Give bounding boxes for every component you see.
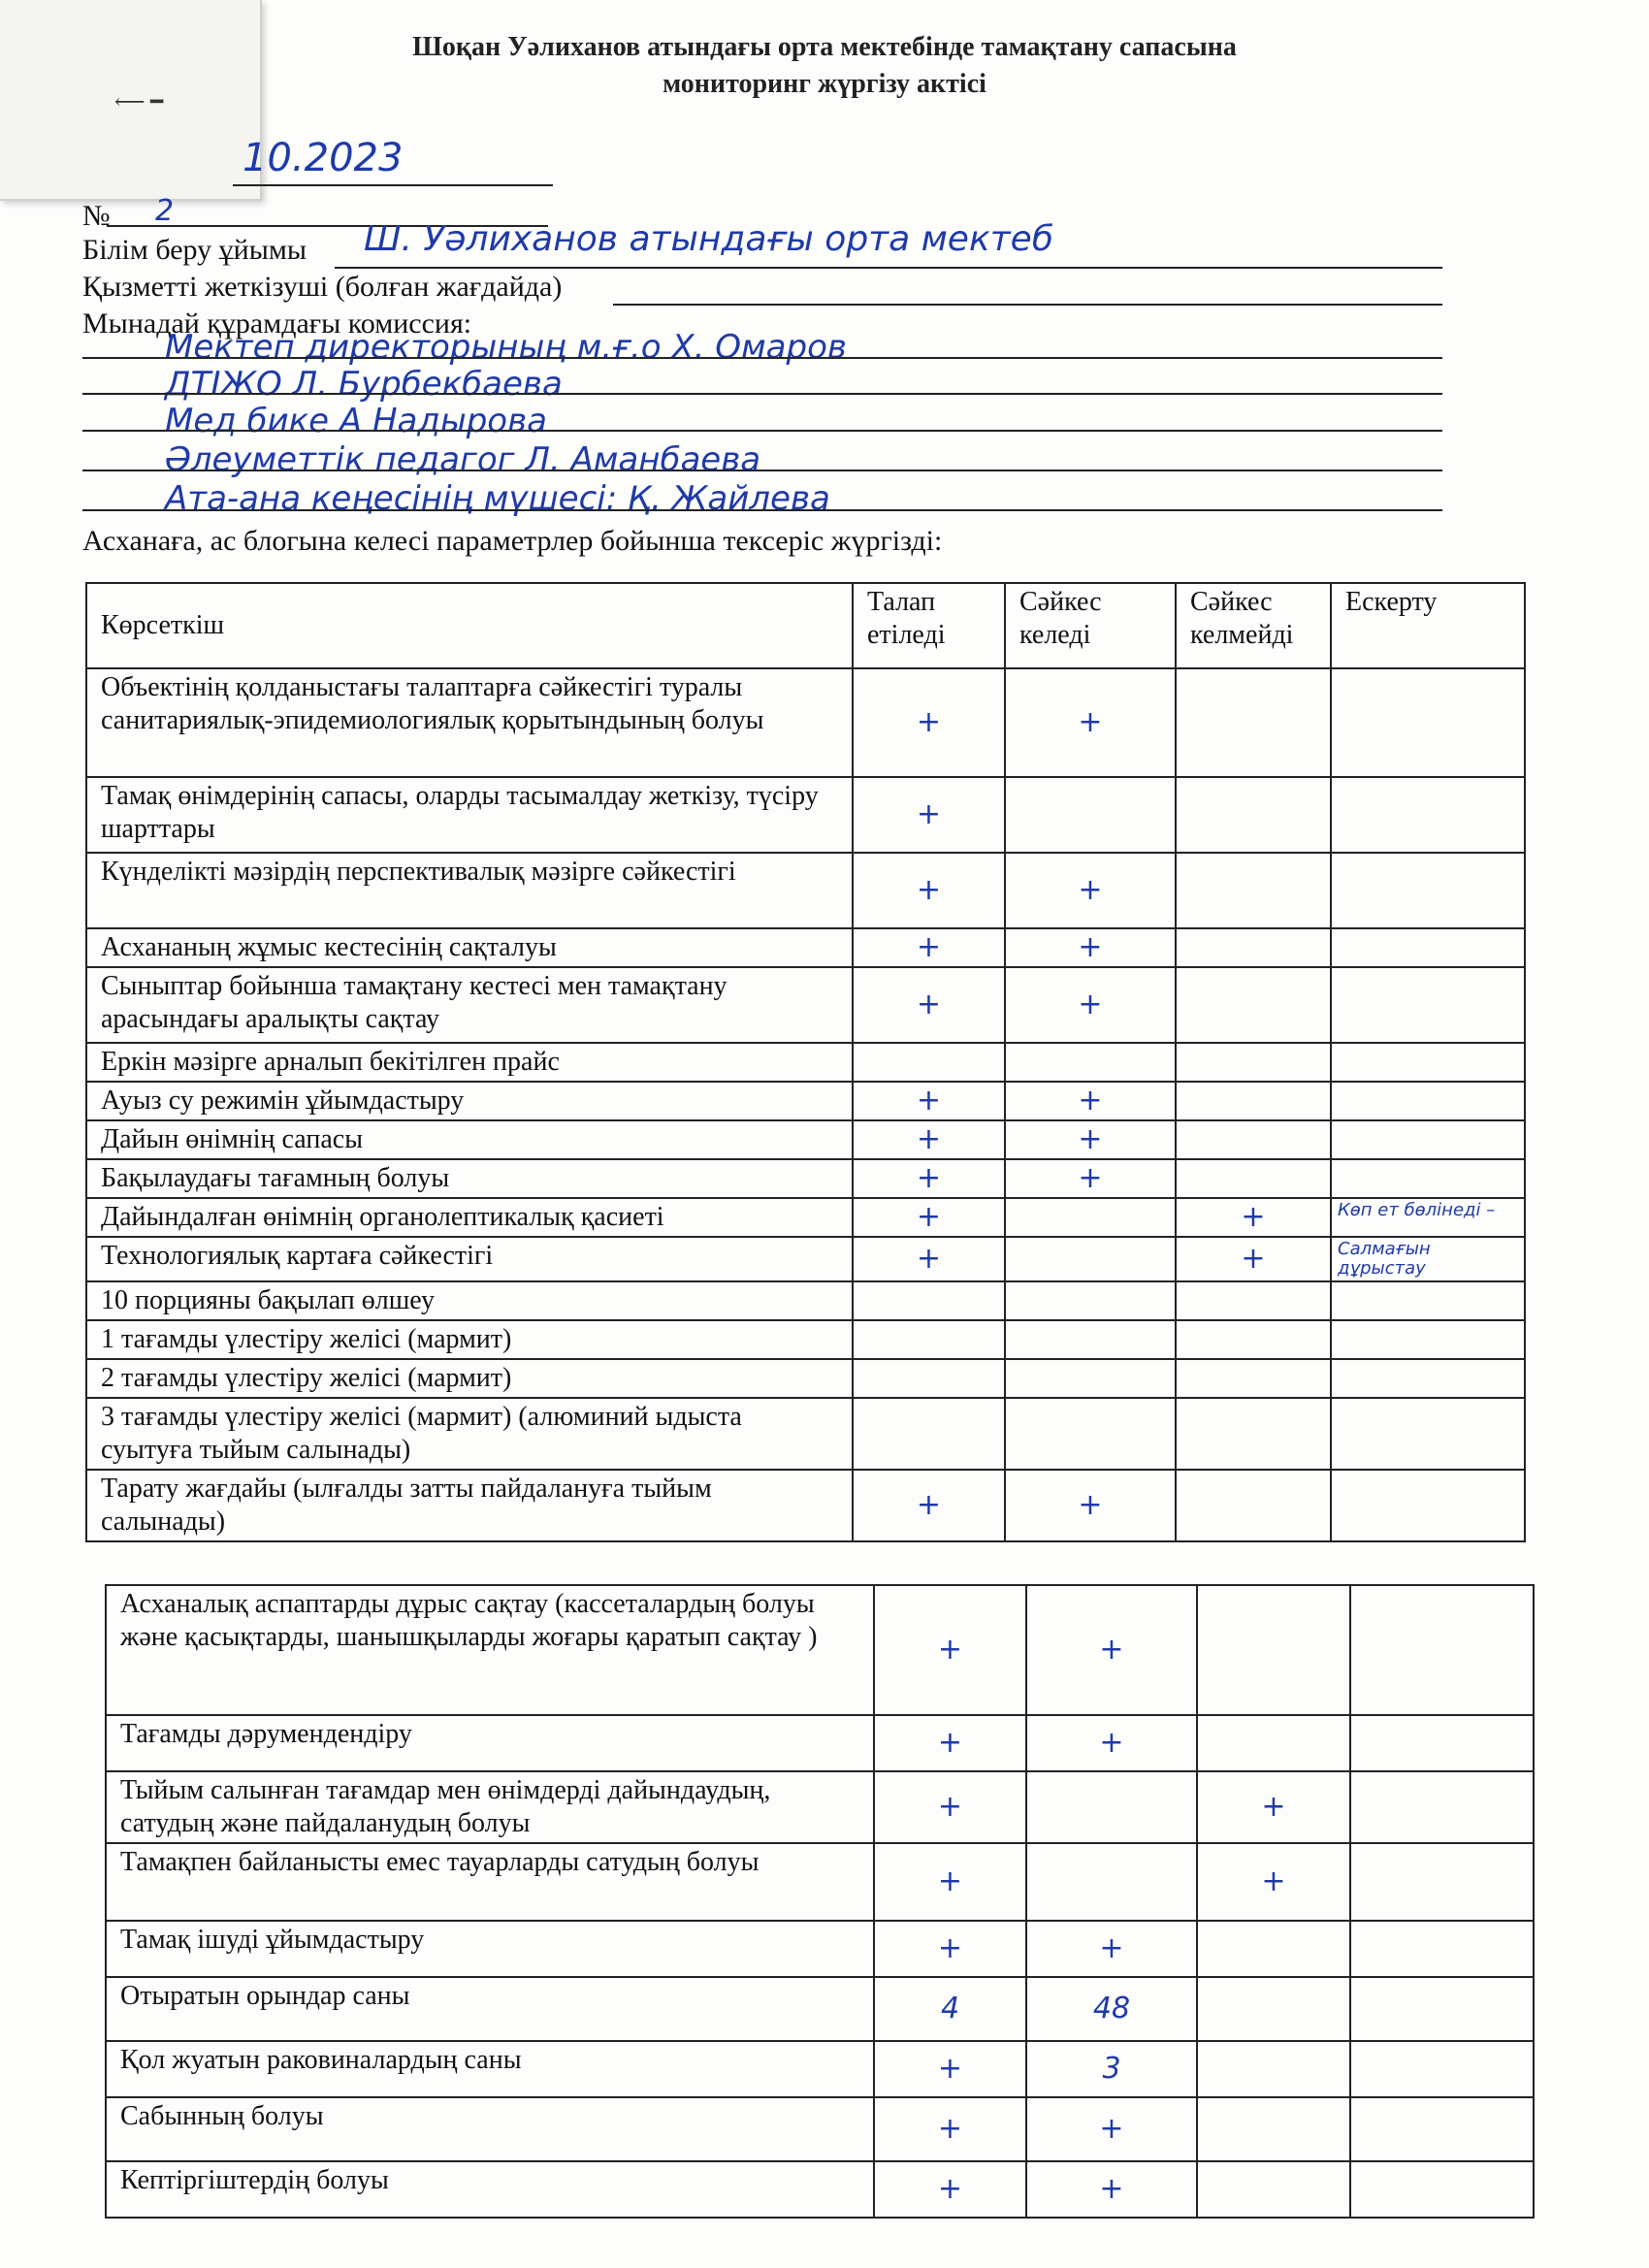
table-row — [106, 1585, 1534, 1715]
cell-complies — [1026, 1843, 1197, 1921]
cell-required: + — [874, 1843, 1026, 1921]
cell-note — [1331, 1281, 1525, 1320]
inspection-table-2 — [105, 1584, 1535, 2219]
cell-complies — [1005, 1320, 1176, 1359]
table-row — [86, 853, 1525, 928]
table-row — [106, 2097, 1534, 2161]
supplier-label: Қызметті жеткізуші (болған жағдайда) — [82, 271, 563, 303]
cell-indicator: Сыныптар бойынша тамақтану кестесі мен тамақтану арасындағы аралықты сақтау — [86, 967, 853, 1043]
cell-complies: + — [1005, 668, 1176, 777]
cell-required: + — [853, 967, 1005, 1043]
cell-complies: + — [1026, 1715, 1197, 1771]
org-label: Білім беру ұйымы — [82, 234, 307, 266]
cell-indicator: Тамақпен байланысты емес тауарларды сатудың болуы — [106, 1843, 874, 1921]
title-line-1: Шоқан Уәлиханов атындағы орта мектебінде тамақтану сапасына — [412, 32, 1237, 62]
table-row — [106, 1921, 1534, 1977]
cell-required: + — [853, 853, 1005, 928]
commission-member: ДТІЖО Л. Бурбекбаева — [165, 365, 563, 404]
cell-indicator: Тамақ ішуді ұйымдастыру — [106, 1921, 874, 1977]
cell-complies — [1005, 1237, 1176, 1281]
cell-indicator: Кептіргіштердің болуы — [106, 2161, 874, 2218]
cell-not-complies — [1176, 853, 1331, 928]
cell-indicator: Отыратын орындар саны — [106, 1977, 874, 2041]
table-row — [106, 2161, 1534, 2218]
commission-member: Мектеп директорының м.ғ.о Х. Омаров — [165, 328, 847, 367]
table-row — [86, 777, 1525, 853]
cell-indicator: Ауыз су режимін ұйымдастыру — [86, 1082, 853, 1120]
cell-note — [1331, 1359, 1525, 1398]
cell-not-complies — [1176, 928, 1331, 967]
table-row — [86, 1198, 1525, 1237]
cell-required: + — [853, 1082, 1005, 1120]
cell-indicator: Тамақ өнімдерінің сапасы, оларды тасымалдау жеткізу, түсіру шарттары — [86, 777, 853, 853]
cell-required: + — [853, 1198, 1005, 1237]
table-row — [86, 668, 1525, 777]
commission-member: Мед бике А Надырова — [165, 402, 547, 440]
commission-line — [82, 470, 1442, 471]
cell-not-complies — [1197, 2041, 1350, 2097]
cell-not-complies — [1176, 1120, 1331, 1159]
title-line-2: мониторинг жүргізу актісі — [663, 69, 986, 99]
cell-note: Көп ет бөлінеді – — [1331, 1198, 1525, 1237]
cell-not-complies — [1176, 1082, 1331, 1120]
cell-complies: + — [1005, 928, 1176, 967]
cell-note — [1331, 777, 1525, 853]
cell-complies — [1026, 1771, 1197, 1843]
commission-line — [82, 509, 1442, 511]
cell-required — [853, 1281, 1005, 1320]
cell-note — [1331, 1320, 1525, 1359]
cell-required: + — [853, 777, 1005, 853]
table-row — [86, 1281, 1525, 1320]
cell-required: + — [874, 1715, 1026, 1771]
cell-required — [853, 1359, 1005, 1398]
cell-required: + — [874, 2041, 1026, 2097]
org-value: Ш. Уәлиханов атындағы орта мектеб — [364, 219, 1054, 259]
cell-indicator: Еркін мәзірге арналып бекітілген прайс — [86, 1043, 853, 1082]
cell-not-complies — [1197, 1585, 1350, 1715]
cell-not-complies — [1197, 1977, 1350, 2041]
table-row — [86, 1120, 1525, 1159]
cell-required: + — [874, 2161, 1026, 2218]
cell-not-complies — [1176, 668, 1331, 777]
cell-required: 4 — [874, 1977, 1026, 2041]
cell-indicator: Сабынның болуы — [106, 2097, 874, 2161]
cell-complies — [1005, 1398, 1176, 1470]
cell-indicator: 1 тағамды үлестіру желісі (мармит) — [86, 1320, 853, 1359]
org-underline — [335, 267, 1442, 269]
table-row — [86, 928, 1525, 967]
cell-note — [1331, 967, 1525, 1043]
cell-complies — [1005, 1281, 1176, 1320]
cell-not-complies — [1176, 1470, 1331, 1541]
cell-required: + — [853, 1120, 1005, 1159]
table-row — [86, 967, 1525, 1043]
header-indicator: Көрсеткіш — [86, 583, 853, 668]
cell-note — [1350, 2097, 1534, 2161]
cell-note: Салмағын дұрыстау — [1331, 1237, 1525, 1281]
table-header-row — [86, 583, 1525, 668]
table-row — [86, 1470, 1525, 1541]
cell-note — [1331, 853, 1525, 928]
cell-note — [1350, 1977, 1534, 2041]
cell-not-complies — [1176, 1398, 1331, 1470]
cell-indicator: Қол жуатын раковиналардың саны — [106, 2041, 874, 2097]
table-row — [106, 1715, 1534, 1771]
date-value: 10.2023 — [242, 136, 404, 180]
cell-not-complies — [1176, 1359, 1331, 1398]
cell-not-complies: + — [1197, 1843, 1350, 1921]
cell-not-complies — [1176, 1043, 1331, 1082]
cell-note — [1331, 1120, 1525, 1159]
cell-not-complies — [1176, 1281, 1331, 1320]
commission-label: Мынадай құрамдағы комиссия: — [82, 308, 472, 340]
cell-complies: 3 — [1026, 2041, 1197, 2097]
cell-not-complies: + — [1197, 1771, 1350, 1843]
table-row — [106, 1771, 1534, 1843]
cell-indicator: Объектінің қолданыстағы талаптарға сәйкестігі туралы санитариялық-эпидемиологиялық қорытындының болуы — [86, 668, 853, 777]
table-row — [86, 1320, 1525, 1359]
cell-note — [1350, 1921, 1534, 1977]
cell-required — [853, 1043, 1005, 1082]
cell-indicator: Дайын өнімнің сапасы — [86, 1120, 853, 1159]
cell-indicator: Тыйым салынған тағамдар мен өнімдерді дайындаудың, сатудың және пайдаланудың болуы — [106, 1771, 874, 1843]
cell-note — [1331, 668, 1525, 777]
cell-indicator: 3 тағамды үлестіру желісі (мармит) (алюминий ыдыста суытуға тыйым салынады) — [86, 1398, 853, 1470]
cell-required: + — [853, 1470, 1005, 1541]
header-complies: Сәйкес келеді — [1005, 583, 1176, 668]
supplier-underline — [613, 304, 1442, 306]
cell-indicator: Тағамды дәрумендендіру — [106, 1715, 874, 1771]
cell-complies: + — [1005, 853, 1176, 928]
cell-complies — [1005, 1198, 1176, 1237]
table-row — [86, 1043, 1525, 1082]
cell-not-complies — [1197, 2097, 1350, 2161]
cell-complies: + — [1005, 1120, 1176, 1159]
cell-complies: + — [1026, 2097, 1197, 2161]
date-underline — [233, 184, 553, 186]
cell-not-complies — [1197, 2161, 1350, 2218]
cell-note — [1350, 1771, 1534, 1843]
cell-complies: + — [1005, 967, 1176, 1043]
cell-complies: + — [1026, 1585, 1197, 1715]
commission-line — [82, 430, 1442, 432]
cell-required: + — [874, 1585, 1026, 1715]
cell-not-complies — [1176, 1159, 1331, 1198]
cell-required: + — [874, 1771, 1026, 1843]
cell-not-complies — [1176, 1320, 1331, 1359]
cell-note — [1331, 1082, 1525, 1120]
cell-note — [1350, 2161, 1534, 2218]
cell-indicator: 2 тағамды үлестіру желісі (мармит) — [86, 1359, 853, 1398]
cell-indicator: 10 порцияны бақылап өлшеу — [86, 1281, 853, 1320]
cell-indicator: Дайындалған өнімнің органолептикалық қасиеті — [86, 1198, 853, 1237]
inspection-intro: Асханаға, ас блогына келесі параметрлер бойынша тексеріс жүргізді: — [82, 525, 943, 557]
cell-complies: + — [1005, 1082, 1176, 1120]
commission-line — [82, 357, 1442, 359]
cell-required — [853, 1398, 1005, 1470]
cell-complies: + — [1005, 1159, 1176, 1198]
cell-note — [1331, 1043, 1525, 1082]
cell-complies — [1005, 777, 1176, 853]
header-note: Ескерту — [1331, 583, 1525, 668]
table-row — [106, 1843, 1534, 1921]
cell-indicator: Күнделікті мәзірдің перспективалық мәзірге сәйкестігі — [86, 853, 853, 928]
cell-not-complies: + — [1176, 1198, 1331, 1237]
header-not-complies: Сәйкес келмейді — [1176, 583, 1331, 668]
cell-indicator: Бақылаудағы тағамның болуы — [86, 1159, 853, 1198]
cell-required: + — [874, 1921, 1026, 1977]
cell-note — [1350, 1715, 1534, 1771]
dash-mark-icon: ⟵ ━ — [114, 89, 164, 113]
cell-complies — [1005, 1043, 1176, 1082]
table-row — [106, 1977, 1534, 2041]
header-required: Талап етіледі — [853, 583, 1005, 668]
cell-required: + — [853, 668, 1005, 777]
cell-complies: + — [1026, 1921, 1197, 1977]
cell-required: + — [853, 928, 1005, 967]
commission-member: Әлеуметтік педагог Л. Аманбаева — [165, 440, 761, 479]
cell-complies: 48 — [1026, 1977, 1197, 2041]
cell-note — [1350, 1585, 1534, 1715]
cell-indicator: Асханалық аспаптарды дұрыс сақтау (кассеталардың болуы және қасықтарды, шанышқыларды жоғары қаратып сақтау ) — [106, 1585, 874, 1715]
cell-note — [1331, 1398, 1525, 1470]
table-row — [86, 1237, 1525, 1281]
cell-note — [1350, 1843, 1534, 1921]
cell-note — [1331, 928, 1525, 967]
cell-complies: + — [1026, 2161, 1197, 2218]
table-row — [86, 1359, 1525, 1398]
cell-not-complies — [1176, 777, 1331, 853]
number-label: № — [82, 200, 111, 232]
cell-required: + — [853, 1159, 1005, 1198]
cell-indicator: Технологиялық картаға сәйкестігі — [86, 1237, 853, 1281]
table-row — [86, 1398, 1525, 1470]
cell-note — [1331, 1470, 1525, 1541]
cell-complies: + — [1005, 1470, 1176, 1541]
table-row — [106, 2041, 1534, 2097]
cell-required: + — [874, 2097, 1026, 2161]
cell-not-complies — [1176, 967, 1331, 1043]
cell-note — [1331, 1159, 1525, 1198]
cell-indicator: Тарату жағдайы (ылғалды затты пайдалануға тыйым салынады) — [86, 1470, 853, 1541]
cell-required: + — [853, 1237, 1005, 1281]
cell-not-complies: + — [1176, 1237, 1331, 1281]
cell-not-complies — [1197, 1921, 1350, 1977]
commission-member: Ата-ана кеңесінің мүшесі: Қ. Жайлева — [165, 479, 830, 518]
number-value: 2 — [155, 194, 175, 228]
cell-complies — [1005, 1359, 1176, 1398]
cell-note — [1350, 2041, 1534, 2097]
cell-indicator: Асхананың жұмыс кестесінің сақталуы — [86, 928, 853, 967]
table-row — [86, 1159, 1525, 1198]
cell-required — [853, 1320, 1005, 1359]
folded-paper-corner — [0, 0, 262, 201]
table-row — [86, 1082, 1525, 1120]
inspection-table-1 — [85, 582, 1526, 1542]
cell-not-complies — [1197, 1715, 1350, 1771]
commission-line — [82, 393, 1442, 395]
page-title — [242, 29, 1406, 103]
